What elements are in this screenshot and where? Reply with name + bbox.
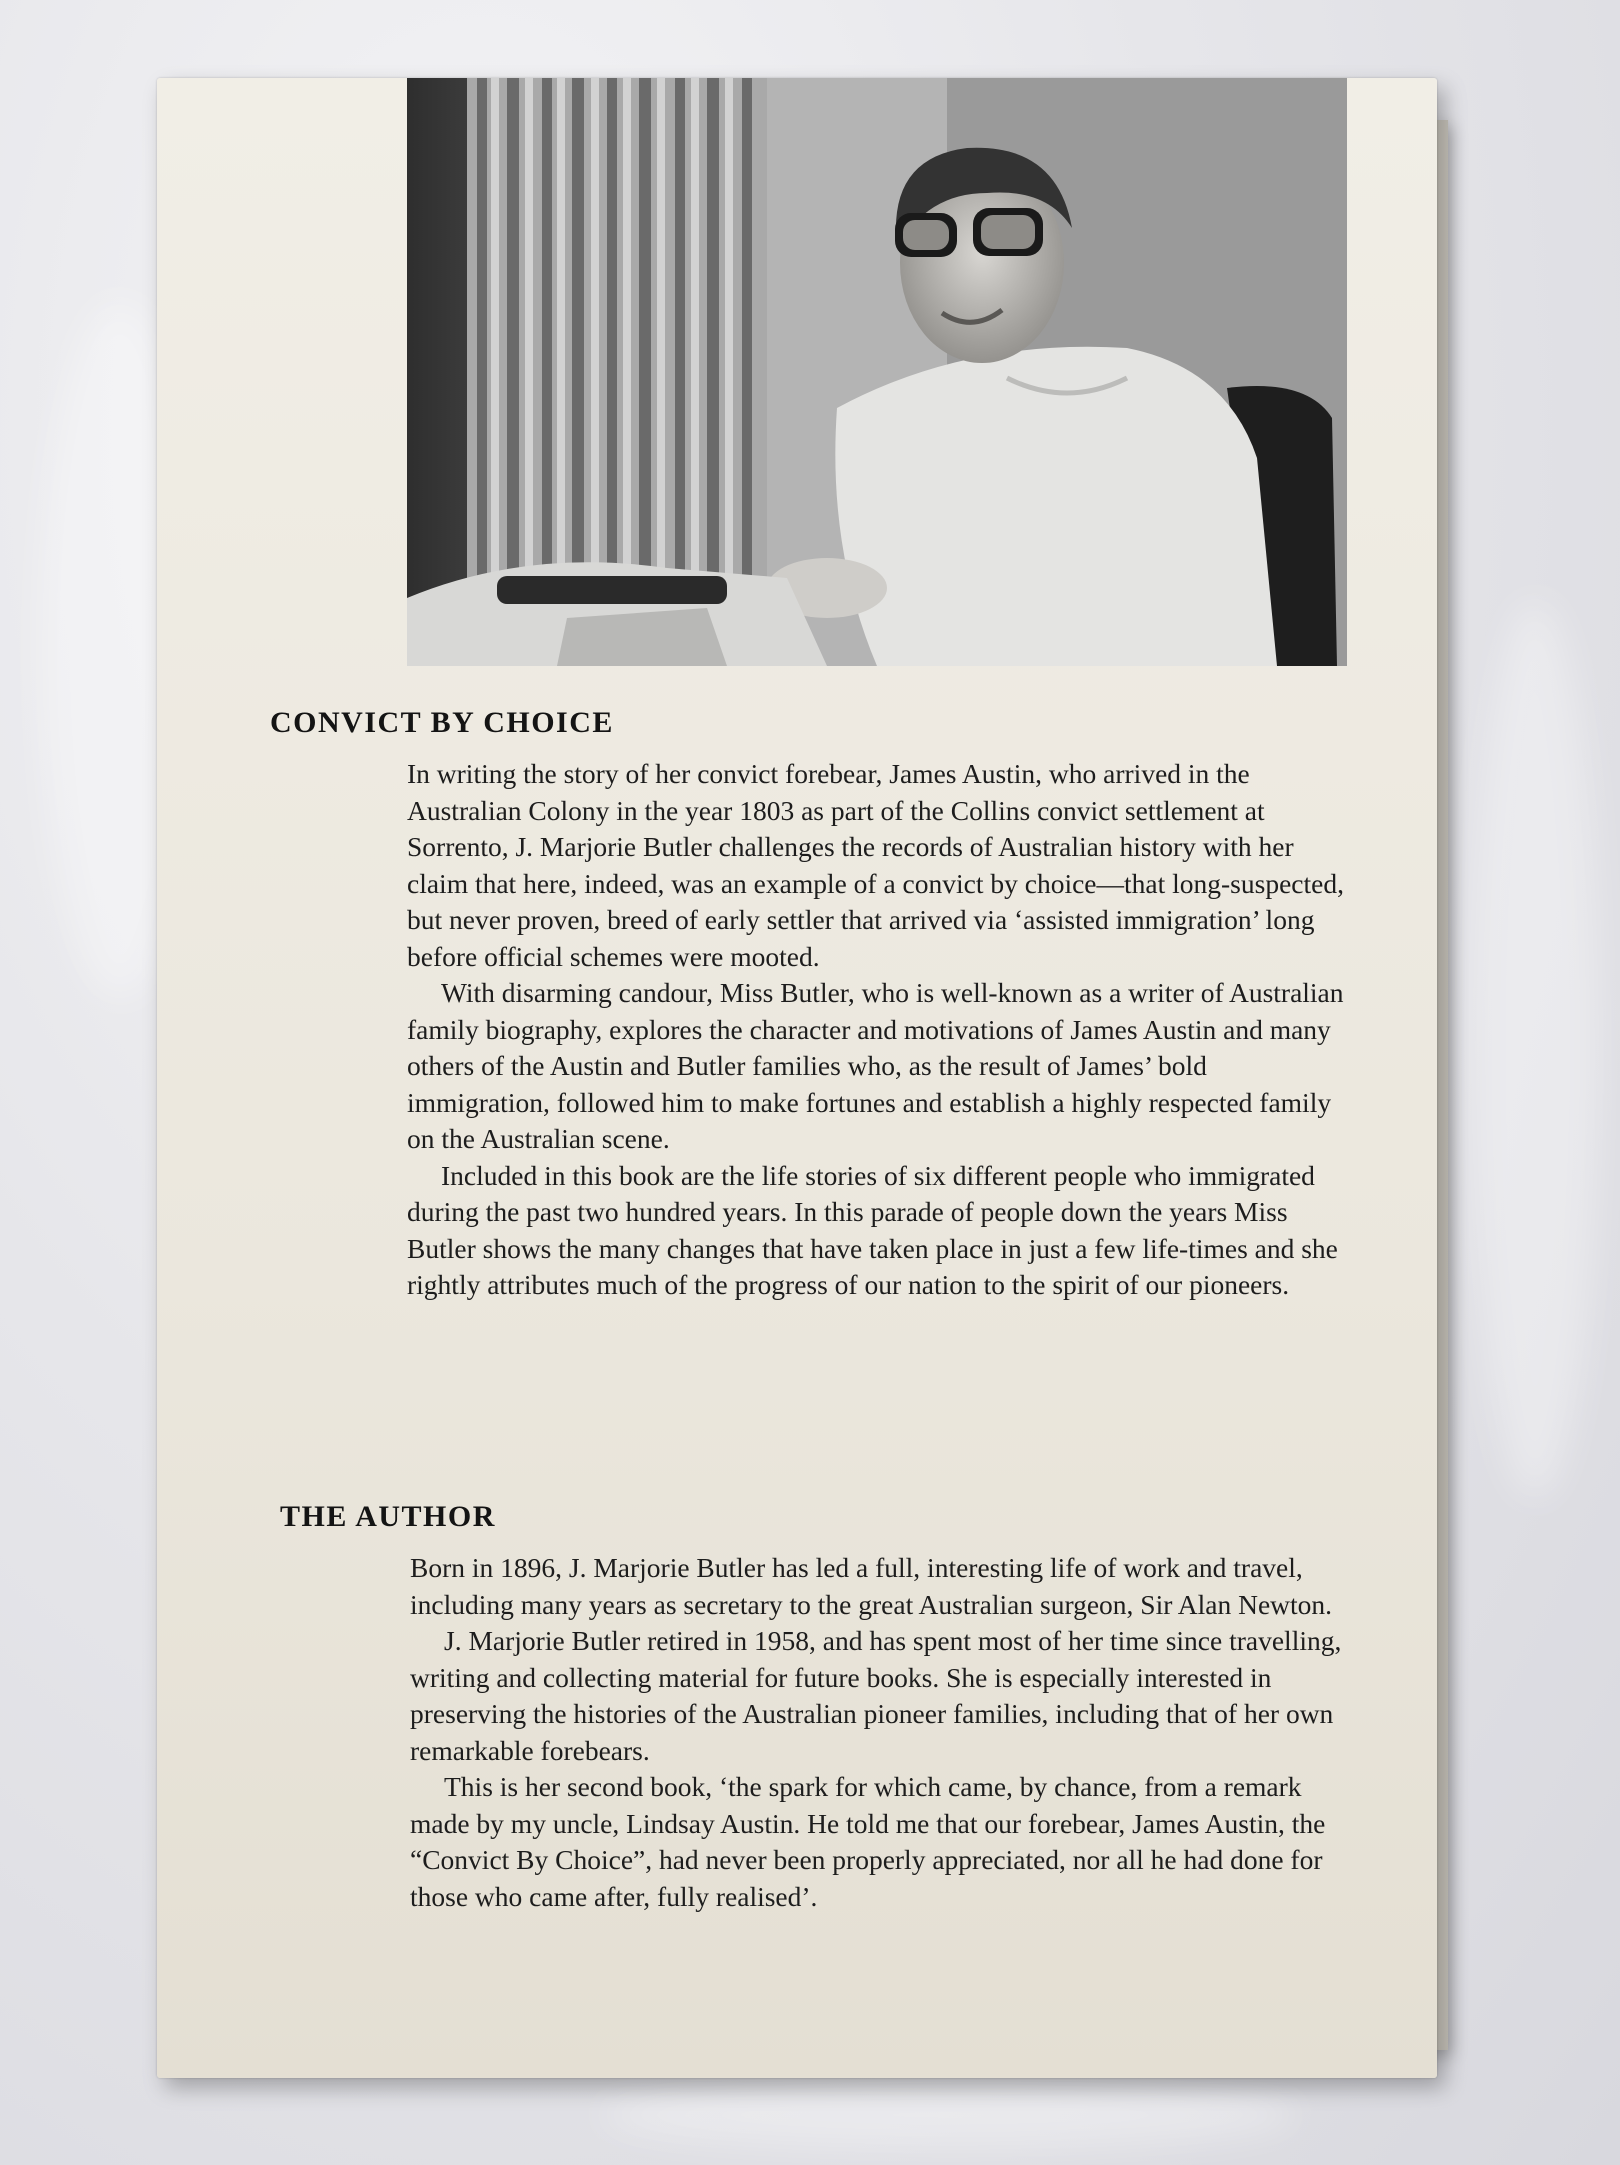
author-bio-text <box>410 1550 1355 1915</box>
synopsis-text <box>407 756 1352 1304</box>
author-photograph <box>407 78 1347 666</box>
synopsis-paragraph: Included in this book are the life stories of six different people who immigrated during the past two hundred years. In this parade of people down the years Miss Butler shows the many changes that have taken place in just a few life-times and she rightly attributes much of the progress of our nation to the spirit of our pioneers. <box>407 1159 1338 1300</box>
book-back-cover <box>157 78 1437 2078</box>
author-bio-paragraph: Born in 1896, J. Marjorie Butler has led a full, interesting life of work and travel, including many years as secretary to the great Australian surgeon, Sir Alan Newton. <box>410 1552 1333 1620</box>
synopsis-paragraph: In writing the story of her convict forebear, James Austin, who arrived in the Australian Colony in the year 1803 as part of the Collins convict settlement at Sorrento, J. Marjorie Butler challenges the records of Australian history with her claim that here, indeed, was an example of a convict by choice—that long-suspected, but never proven, breed of early settler that arrived via ‘assisted immigration’ long before official schemes were mooted. <box>407 758 1344 972</box>
section-heading-the-author: THE AUTHOR <box>280 1500 496 1533</box>
synopsis-paragraph: With disarming candour, Miss Butler, who is well-known as a writer of Australian family biography, explores the character and motivations of James Austin and many others of the Austin and Butler families who, as the result of James’ bold immigration, followed him to make fortunes and establish a highly respected family on the Australian scene. <box>407 977 1344 1154</box>
section-heading-convict-by-choice: CONVICT BY CHOICE <box>270 706 614 739</box>
author-bio-paragraph: This is her second book, ‘the spark for which came, by chance, from a remark made by my uncle, Lindsay Austin. He told me that our forebear, James Austin, the “Convict By Choice”, had never been properly appreciated, nor all he had done for those who came after, fully realised’. <box>410 1771 1326 1912</box>
author-bio-paragraph: J. Marjorie Butler retired in 1958, and has spent most of her time since travelling, writing and collecting material for future books. She is especially interested in preserving the histories of the Australian pioneer families, including that of her own remarkable forebears. <box>410 1625 1342 1766</box>
